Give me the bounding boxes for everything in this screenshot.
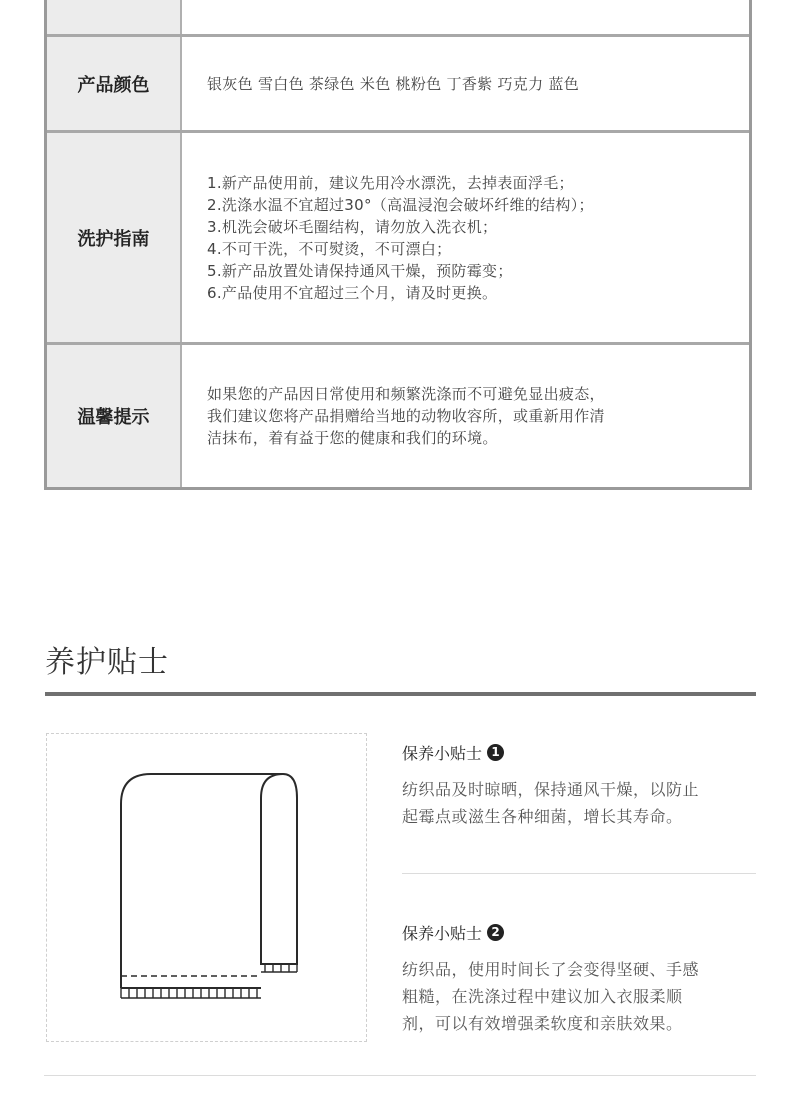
section-title: 养护贴士 xyxy=(45,645,169,680)
product-info-table xyxy=(44,0,752,490)
tip-heading xyxy=(402,740,757,764)
tip-text-line: 纺织品及时晾晒，保持通风干燥，以防止 xyxy=(402,780,700,799)
tip-text-line: 剂，可以有效增强柔软度和亲肤效果。 xyxy=(402,1014,683,1033)
care-tip-1 xyxy=(402,740,757,830)
table-row-warm-tip xyxy=(47,345,749,487)
wash-guide-line: 3.机洗会破坏毛圈结构，请勿放入洗衣机； xyxy=(207,217,498,236)
table-row-wash-guide xyxy=(47,133,749,345)
tip-heading xyxy=(402,920,757,944)
color-list xyxy=(207,37,729,130)
row-label: 洗护指南 xyxy=(47,133,182,342)
tip-text xyxy=(402,956,757,1037)
tip-text-line: 纺织品，使用时间长了会变得坚硬、手感 xyxy=(402,960,700,979)
section-divider xyxy=(45,692,756,696)
table-row xyxy=(47,0,749,37)
table-row-product-color xyxy=(47,37,749,133)
tip-text-line: 起霉点或滋生各种细菌，增长其寿命。 xyxy=(402,807,683,826)
bottom-divider xyxy=(44,1075,756,1076)
row-label xyxy=(47,0,182,34)
color-list-text: 银灰色 雪白色 茶绿色 米色 桃粉色 丁香紫 巧克力 蓝色 xyxy=(207,74,580,93)
towel-icon xyxy=(107,764,307,1004)
number-badge: 1 xyxy=(487,744,504,761)
wash-guide-line: 6.产品使用不宜超过三个月，请及时更换。 xyxy=(207,283,498,302)
wash-guide-line: 4.不可干洗，不可熨烫，不可漂白； xyxy=(207,239,452,258)
row-label: 温馨提示 xyxy=(47,345,182,487)
care-tip-2 xyxy=(402,920,757,1037)
wash-guide-line: 5.新产品放置处请保持通风干燥，预防霉变； xyxy=(207,261,513,280)
wash-guide-line: 1.新产品使用前，建议先用冷水漂洗，去掉表面浮毛； xyxy=(207,173,574,192)
towel-illustration-box xyxy=(46,733,367,1042)
tip-text xyxy=(402,776,757,830)
tip-title: 保养小贴士 xyxy=(402,743,483,763)
tip-divider xyxy=(402,873,756,874)
warm-tip-line: 我们建议您将产品捐赠给当地的动物收容所，或重新用作清 xyxy=(207,407,605,425)
warm-tip-line: 洁抹布，着有益于您的健康和我们的环境。 xyxy=(207,429,498,447)
row-label: 产品颜色 xyxy=(47,37,182,130)
number-badge: 2 xyxy=(487,924,504,941)
warm-tip-text xyxy=(207,345,729,487)
tip-title: 保养小贴士 xyxy=(402,923,483,943)
warm-tip-line: 如果您的产品因日常使用和频繁洗涤而不可避免显出疲态， xyxy=(207,385,605,403)
wash-guide-text xyxy=(207,133,729,342)
wash-guide-line: 2.洗涤水温不宜超过30°（高温浸泡会破坏纤维的结构）； xyxy=(207,195,594,214)
tip-text-line: 粗糙，在洗涤过程中建议加入衣服柔顺 xyxy=(402,987,683,1006)
